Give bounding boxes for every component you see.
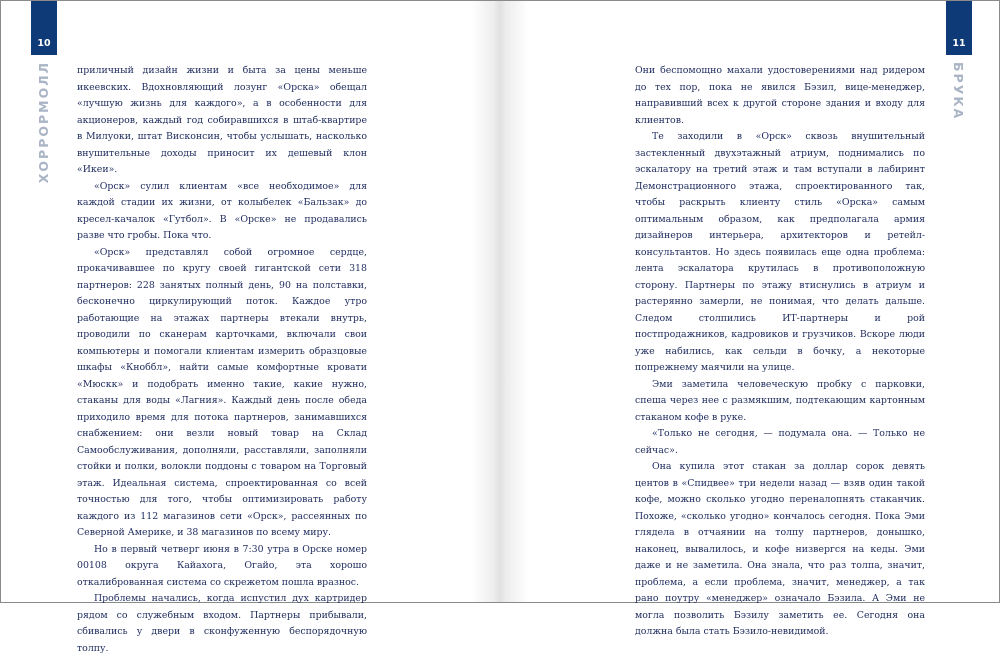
paragraph: «Только не сегодня, — подумала она. — Только не сейчас». (635, 428, 925, 456)
running-head-left: ХОРРОРМОЛЛ (36, 61, 51, 184)
paragraph: Те заходили в «Орск» сквозь внушительный застекленный двухэтажный атриум, поднимались по эскалатору на третий этаж и там вступали в лабиринт Демонстрационного этажа, спроектированного так, чтобы раскрыть клиенту стиль «Орска» самым оптимальным образом, как предполагала армия дизайнеров интерьера, архитекторов и ретейл-консультантов. Но здесь появилась еще одна проблема: лента эскалатора крутилась в противоположную сторону. Партнеры по этажу втиснулись в атриум и растерянно замерли, не понимая, что делать дальше. Следом столпились ИТ-партнеры и рой постпродажников, кадровиков и грузчиков. Вскоре люди уже набились, как сельди в бочку, а некоторые попрежнему маячили на улице. (635, 131, 925, 373)
paragraph: Но в первый четверг июня в 7:30 утра в Орске номер 00108 округа Кайахога, Огайо, эта хорошо откалиброванная система со скрежетом пошла вразнос. (77, 543, 367, 588)
right-page (500, 1, 999, 637)
page-number-left: 10 (31, 1, 57, 55)
running-head-right: БРУКА (951, 62, 966, 121)
paragraph: Они беспомощно махали удостоверениями над ридером до тех пор, пока не явился Бэзил, вице-менеджер, направивший всех к другой стороне здания и входу для клиентов. (635, 65, 925, 126)
paragraph: Проблемы начались, когда испустил дух картридер рядом со служебным входом. Партнеры прибывали, сбивались у двери в сконфуженную беспорядочную толпу. (77, 593, 367, 654)
paragraph: «Орск» представлял собой огромное сердце, прокачивавшее по кругу своей гигантской сети 318 партнеров: 228 занятых полный день, 90 на полставки, бесконечно циркулирующий поток. Каждое утро работающие на этажах партнеры втекали внутрь, проводили по сканерам карточками, включали свои компьютеры и помогали клиентам измерить образцовые шкафы «Кноббл», найти самые комфортные кровати «Мюскк» и подобрать именно такие, какие нужно, стаканы для воды «Лагния». Каждый день после обеда приходило время для потока партнеров, занимавшихся снабжением: они везли новый товар на Склад Самообслуживания, дополняли, расставляли, заполняли стойки и полки, волокли поддоны с товаром на Торговый этаж. Идеальная система, спроектированная со всей точностью для того, чтобы оптимизировать работу каждого из 112 магазинов сети «Орск», рассеянных по Северной Америке, и 38 магазинов по всему миру. (77, 246, 367, 538)
paragraph: Эми заметила человеческую пробку с парковки, спеша через нее с размякшим, подтекающим картонным стаканом кофе в руке. (635, 378, 925, 423)
body-text-right (635, 63, 925, 641)
paragraph: Она купила этот стакан за доллар сорок девять центов в «Спидвее» три недели назад — взяв один такой кофе, можно сколько угодно переналопнять стаканчик. Похоже, «сколько угодно» кончалось сегодня. Пока Эми глядела в отчаянии на толпу партнеров, донышко, наконец, вывалилось, и кофе низвергся на кеды. Эми даже и не заметила. Она знала, что раз толпа, значит, проблема, а если проблема, значит, менеджер, а так рано поутру «менеджер» означало Бэзила. А Эми не могла позволить Бэзилу заметить ее. Сегодня она должна была стать Бэзило-невидимой. (635, 461, 925, 637)
paragraph: приличный дизайн жизни и быта за цены меньше икеевских. Вдохновляющий лозунг «Орска» обещал «лучшую жизнь для каждого», а в особенности для акционеров, каждый год собиравшихся в штаб-квартире в Милуоки, штат Висконсин, чтобы услышать, насколько внушительные доходы приносит их дешевый клон «Икеи». (77, 65, 367, 175)
left-page (1, 1, 500, 654)
paragraph: «Орск» сулил клиентам «все необходимое» для каждой стадии их жизни, от колыбелек «Бальзак» до кресел-качалок «Гутбол». В «Орске» не продавались разве что гробы. Пока что. (77, 180, 367, 241)
page-number-right: 11 (946, 1, 972, 55)
body-text-left (77, 63, 367, 657)
